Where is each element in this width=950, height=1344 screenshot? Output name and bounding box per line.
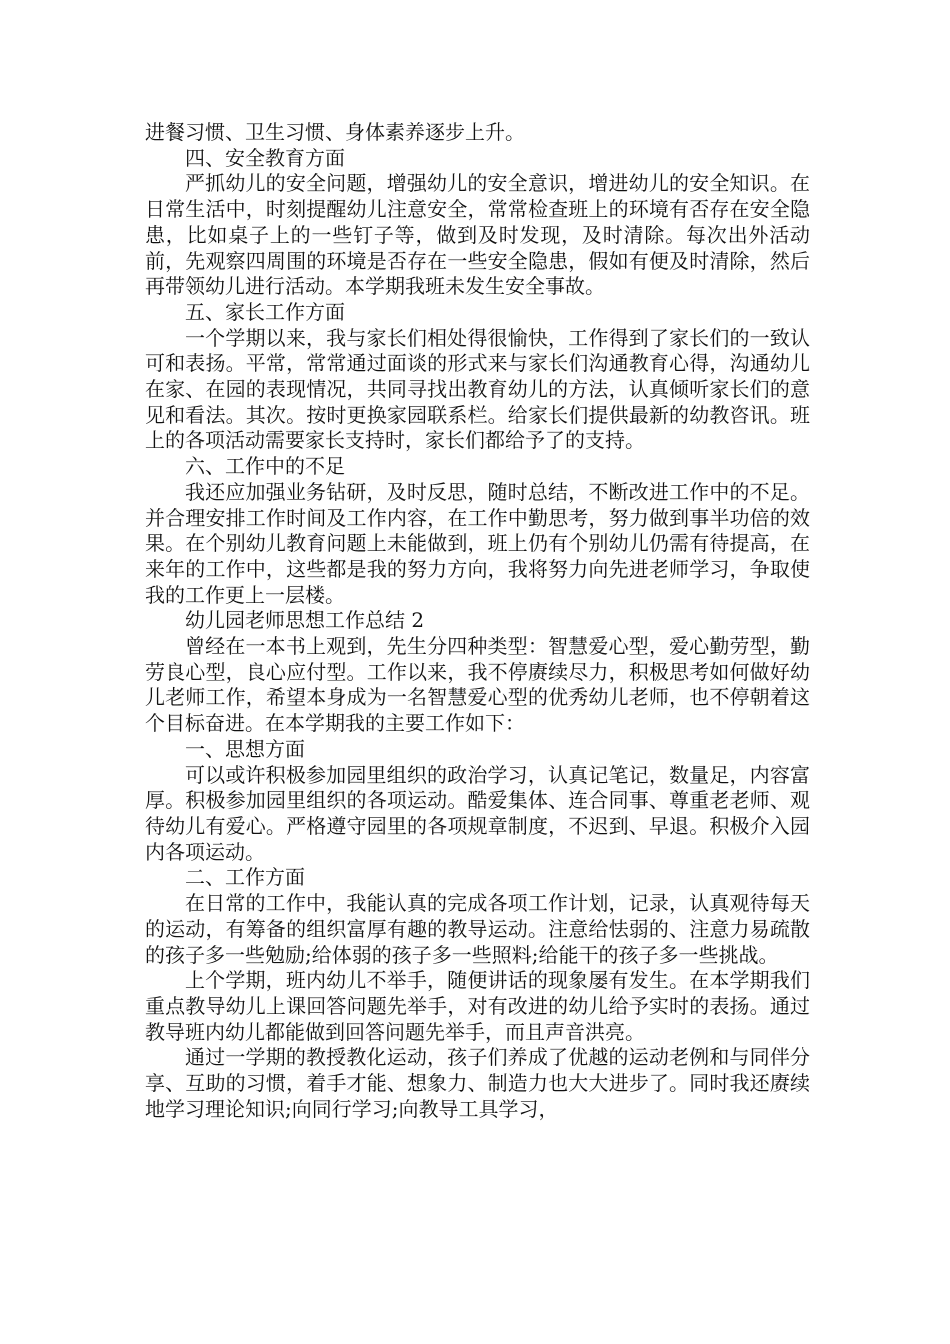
heading-parent-work: 五、家长工作方面 <box>185 299 345 324</box>
heading-work: 二、工作方面 <box>185 865 305 890</box>
heading-ideology: 一、思想方面 <box>185 736 305 761</box>
paragraph-daily-work: 在日常的工作中，我能认真的完成各项工作计划，记录，认真观待每天的运动，有筹备的组织富厚有趣的教导运动。注意给怯弱的、注意力易疏散的孩子多一些勉励;给体弱的孩子多一些照料;给能干的孩子多一些挑战。 <box>145 891 810 967</box>
paragraph-teacher-types: 曾经在一本书上观到，先生分四种类型：智慧爱心型，爱心勤劳型，勤劳良心型，良心应付型。工作以来，我不停赓续尽力，积极思考如何做好幼儿老师工作，希望本身成为一名智慧爱心型的优秀幼儿老师，也不停朝着这个目标奋进。在本学期我的主要工作如下： <box>145 634 810 736</box>
paragraph-hygiene-habits: 进餐习惯、卫生习惯、身体素养逐步上升。 <box>145 120 525 144</box>
heading-summary-2: 幼儿园老师思想工作总结 2 <box>185 608 425 633</box>
paragraph-shortcomings: 我还应加强业务钻研，及时反思，随时总结，不断改进工作中的不足。并合理安排工作时间及工作内容，在工作中勤思考，努力做到事半功倍的效果。在个别幼儿教育问题上未能做到，班上仍有个别幼儿仍需有待提高，在来年的工作中，这些都是我的努力方向，我将努力向先进老师学习，争取使我的工作更上一层楼。 <box>145 479 810 607</box>
paragraph-parent-work: 一个学期以来，我与家长们相处得很愉快，工作得到了家长们的一致认可和表扬。平常，常常通过面谈的形式来与家长们沟通教育心得，沟通幼儿在家、在园的表现情况，共同寻找出教育幼儿的方法，认真倾听家长们的意见和看法。其次。按时更换家园联系栏。给家长们提供最新的幼教咨讯。班上的各项活动需要家长支持时，家长们都给予了的支持。 <box>145 325 810 453</box>
heading-shortcomings: 六、工作中的不足 <box>185 454 345 479</box>
heading-safety-education: 四、安全教育方面 <box>185 145 345 170</box>
paragraph-safety-education: 严抓幼儿的安全问题，增强幼儿的安全意识，增进幼儿的安全知识。在日常生活中，时刻提醒幼儿注意安全，常常检查班上的环境有否存在安全隐患，比如桌子上的一些钉子等，做到及时发现，及时清除。每次出外活动前，先观察四周围的环境是否存在一些安全隐患，假如有便及时清除，然后再带领幼儿进行活动。本学期我班未发生安全事故。 <box>145 171 810 299</box>
document-body <box>145 120 810 1122</box>
paragraph-raise-hands: 上个学期，班内幼儿不举手，随便讲话的现象屡有发生。在本学期我们重点教导幼儿上课回答问题先举手，对有改进的幼儿给予实时的表扬。通过教导班内幼儿都能做到回答问题先举手，而且声音洪亮。 <box>145 968 810 1044</box>
paragraph-ideology: 可以或许积极参加园里组织的政治学习，认真记笔记，数量足，内容富厚。积极参加园里组织的各项运动。酷爱集体、连合同事、尊重老老师、观待幼儿有爱心。严格遵守园里的各项规章制度，不迟到、早退。积极介入园内各项运动。 <box>145 762 810 864</box>
paragraph-semester-progress: 通过一学期的教授教化运动，孩子们养成了优越的运动老例和与同伴分享、互助的习惯，着手才能、想象力、制造力也大大进步了。同时我还赓续地学习理论知识;向同行学习;向教导工具学习， <box>145 1045 810 1121</box>
